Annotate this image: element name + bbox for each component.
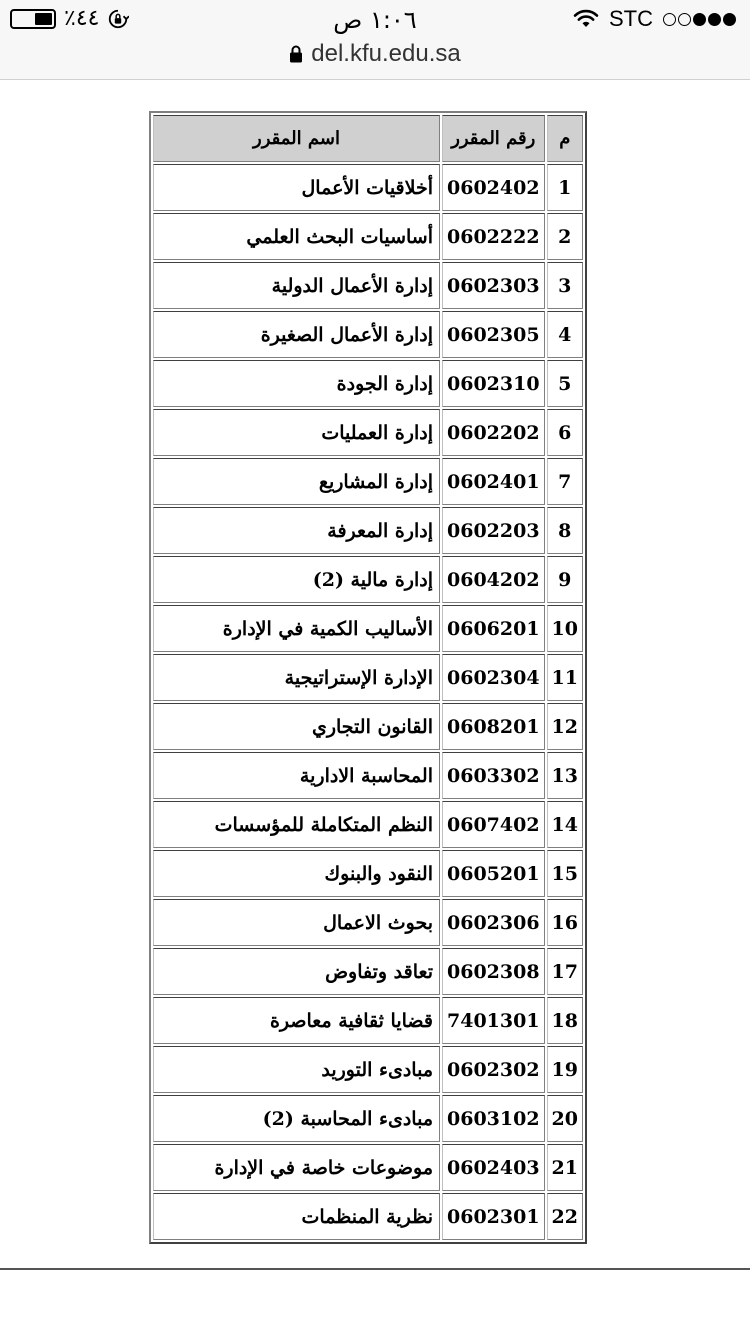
course-code: 0602310 [442,360,545,407]
table-row [153,458,583,505]
course-code: 0602402 [442,164,545,211]
table-row [153,1095,583,1142]
row-number: 19 [547,1046,583,1093]
course-name: إدارة العمليات [153,409,440,456]
url-text: del.kfu.edu.sa [311,40,461,67]
course-code: 0602203 [442,507,545,554]
table-row [153,1144,583,1191]
table-row [153,409,583,456]
course-name: النظم المتكاملة للمؤسسات [153,801,440,848]
table-row [153,654,583,701]
table-row [153,1046,583,1093]
signal-dot [693,13,706,26]
course-name: أخلاقيات الأعمال [153,164,440,211]
row-number: 7 [547,458,583,505]
signal-strength-icon [663,13,736,26]
header-course-name: اسم المقرر [153,115,440,162]
courses-table [149,111,587,1244]
course-code: 0602403 [442,1144,545,1191]
wifi-icon [573,9,599,29]
table-row [153,703,583,750]
signal-dot [663,13,676,26]
table-row [153,1193,583,1240]
header-number: م [547,115,583,162]
course-code: 0602306 [442,899,545,946]
table-header-row [153,115,583,162]
signal-dot [723,13,736,26]
row-number: 20 [547,1095,583,1142]
course-name: النقود والبنوك [153,850,440,897]
course-name: أساسيات البحث العلمي [153,213,440,260]
row-number: 15 [547,850,583,897]
course-name: قضايا ثقافية معاصرة [153,997,440,1044]
course-code: 0602401 [442,458,545,505]
row-number: 21 [547,1144,583,1191]
course-name: نظرية المنظمات [153,1193,440,1240]
table-row [153,801,583,848]
course-code: 0606201 [442,605,545,652]
status-bar [0,0,750,80]
battery-percent: ٪٤٤ [64,6,100,31]
signal-dot [708,13,721,26]
row-number: 12 [547,703,583,750]
row-number: 16 [547,899,583,946]
signal-dot [678,13,691,26]
row-number: 22 [547,1193,583,1240]
row-number: 6 [547,409,583,456]
course-code: 0602222 [442,213,545,260]
course-name: الأساليب الكمية في الإدارة [153,605,440,652]
row-number: 8 [547,507,583,554]
row-number: 9 [547,556,583,603]
course-name: موضوعات خاصة في الإدارة [153,1144,440,1191]
course-code: 0602302 [442,1046,545,1093]
course-name: القانون التجاري [153,703,440,750]
course-code: 0604202 [442,556,545,603]
row-number: 10 [547,605,583,652]
course-code: 0602301 [442,1193,545,1240]
course-code: 0603302 [442,752,545,799]
course-name: إدارة المشاريع [153,458,440,505]
carrier-name: STC [609,6,653,31]
course-name: إدارة مالية (2) [153,556,440,603]
header-course-code: رقم المقرر [442,115,545,162]
course-name: مبادىء المحاسبة (2) [153,1095,440,1142]
row-number: 4 [547,311,583,358]
course-name: إدارة الأعمال الصغيرة [153,311,440,358]
row-number: 11 [547,654,583,701]
course-code: 0607402 [442,801,545,848]
row-number: 5 [547,360,583,407]
table-row [153,752,583,799]
course-name: بحوث الاعمال [153,899,440,946]
table-row [153,605,583,652]
table-row [153,899,583,946]
table-row [153,507,583,554]
row-number: 2 [547,213,583,260]
course-code: 7401301 [442,997,545,1044]
course-code: 0602305 [442,311,545,358]
course-code: 0605201 [442,850,545,897]
row-number: 18 [547,997,583,1044]
row-number: 1 [547,164,583,211]
course-name: مبادىء التوريد [153,1046,440,1093]
table-row [153,556,583,603]
status-right-group [573,6,736,32]
course-name: المحاسبة الادارية [153,752,440,799]
row-number: 17 [547,948,583,995]
bottom-divider [0,1268,750,1270]
course-name: تعاقد وتفاوض [153,948,440,995]
course-name: إدارة الأعمال الدولية [153,262,440,309]
table-row [153,311,583,358]
status-time: ١:٠٦ ص [333,6,417,34]
table-row [153,360,583,407]
course-code: 0602202 [442,409,545,456]
course-name: إدارة المعرفة [153,507,440,554]
table-row [153,850,583,897]
table-row [153,164,583,211]
course-name: الإدارة الإستراتيجية [153,654,440,701]
course-code: 0602308 [442,948,545,995]
course-code: 0602303 [442,262,545,309]
table-row [153,997,583,1044]
table-body [153,164,583,1240]
row-number: 3 [547,262,583,309]
table-row [153,948,583,995]
row-number: 13 [547,752,583,799]
table-row [153,213,583,260]
course-name: إدارة الجودة [153,360,440,407]
lock-icon [289,45,303,63]
address-bar[interactable] [0,40,750,68]
table-row [153,262,583,309]
row-number: 14 [547,801,583,848]
courses-table-wrapper [149,111,587,1244]
course-code: 0608201 [442,703,545,750]
course-code: 0603102 [442,1095,545,1142]
course-code: 0602304 [442,654,545,701]
